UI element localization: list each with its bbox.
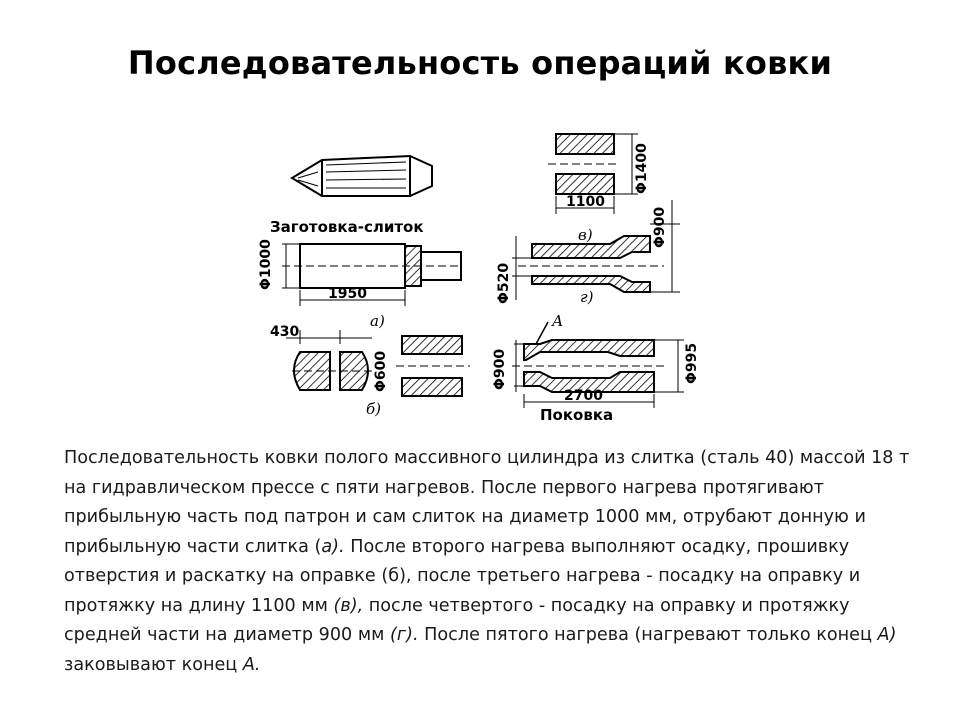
step-a-billet (282, 244, 461, 306)
forging-label: Поковка (540, 406, 614, 424)
step-b-label: б) (366, 400, 382, 418)
caption-ref-g: (г). (389, 625, 419, 645)
caption-text-2: После второго нагрева выполняют осадку, прошивку отверстия и раскатку на оправке (б), после третьего нагрева - посадку на оправку и протяжку на длину 1100 мм (64, 536, 861, 616)
end-a-label: А (552, 312, 564, 330)
ingot-drawing (292, 156, 432, 196)
dim-d900-bottom: Φ900 (492, 348, 508, 390)
dim-len1950: 1950 (328, 286, 367, 302)
step-a-label: а) (370, 312, 385, 330)
dim-d1000: Φ1000 (258, 239, 274, 290)
dim-d1400: Φ1400 (634, 143, 650, 194)
dim-len1100: 1100 (566, 194, 605, 210)
page-title: Последовательность операций ковки (127, 44, 833, 82)
dim-len430: 430 (270, 324, 300, 340)
caption-ref-a: а). (321, 536, 345, 557)
dim-d995: Φ995 (684, 342, 700, 384)
step-b-pierced-ring (396, 336, 470, 396)
caption-paragraph (64, 444, 910, 680)
dim-len2700: 2700 (564, 388, 603, 404)
caption-ref-a1: А) (877, 625, 897, 645)
caption-text-1: Последовательность ковки полого массивного цилиндра из слитка (сталь 40) массой 18 т на гидравлическом прессе с пяти нагревов. После первого нагрева протягивают прибыльную часть под патрон и сам слиток на диаметр 1000 мм, отрубают донную и прибыльную части слитка ( (64, 448, 910, 557)
caption-ref-v: (в), (333, 595, 364, 616)
caption-text-3: после четвертого - посадку на оправку и протяжку средней части на диаметр 900 мм (64, 595, 850, 645)
caption-text-4: После пятого нагрева (нагревают только конец (418, 625, 878, 645)
step-v-label: в) (578, 226, 593, 244)
dim-d520: Φ520 (496, 262, 512, 304)
caption-ref-a2: А. (242, 654, 261, 675)
dim-d600: Φ600 (373, 350, 389, 392)
step-g-label: г) (580, 288, 594, 306)
dim-d900-top: Φ900 (652, 206, 668, 248)
ingot-label: Заготовка-слиток (270, 218, 424, 236)
caption-text-5: заковывают конец (64, 654, 243, 675)
